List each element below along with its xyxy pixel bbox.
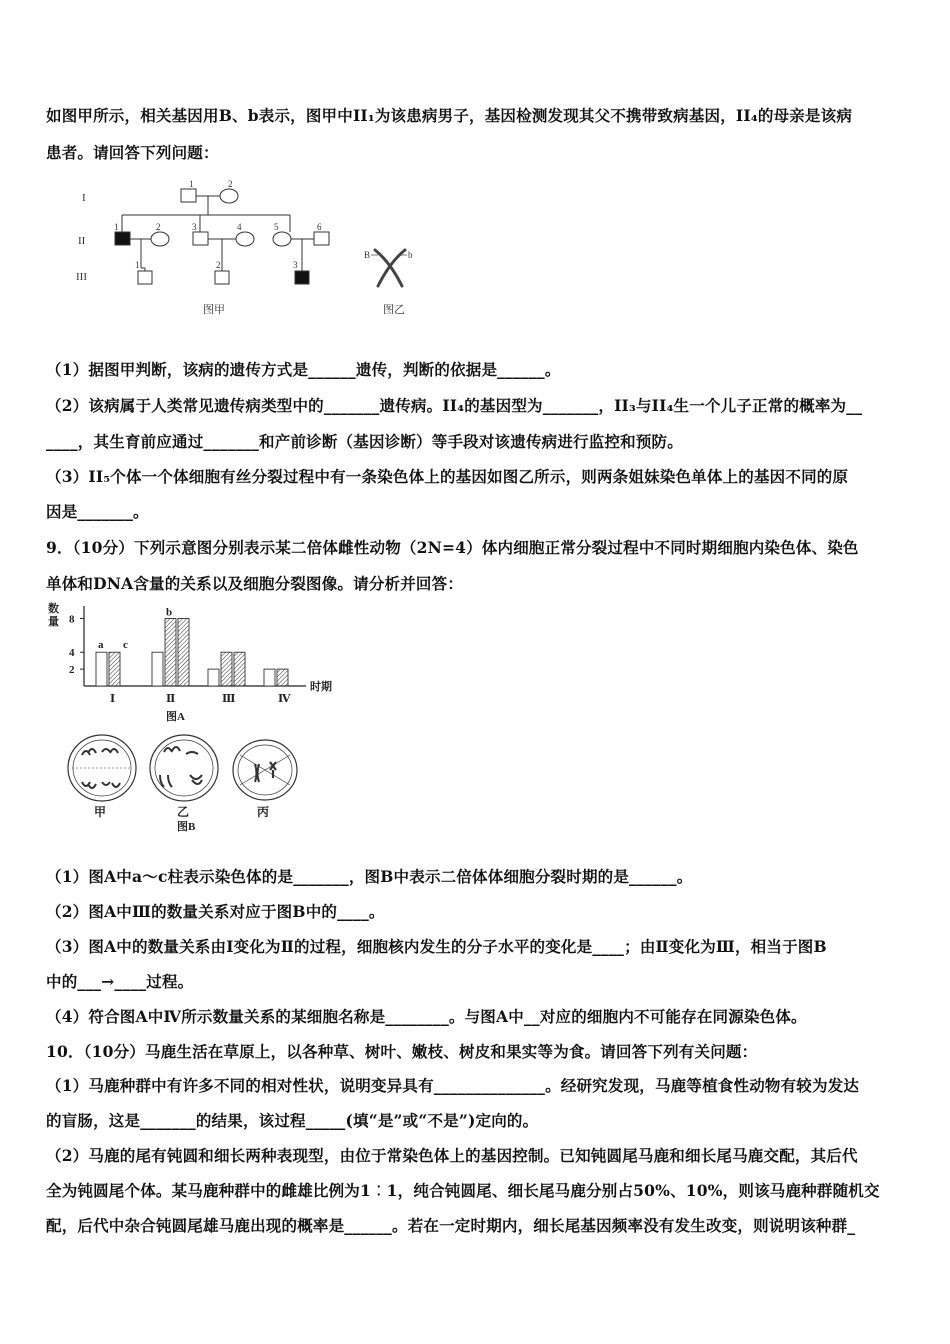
pedigree-III1-male (138, 271, 152, 284)
gen3-num-1: 1 (135, 260, 140, 270)
gen2-num-2: 2 (156, 222, 161, 232)
text-line-11: （2）图A中Ⅲ的数量关系对应于图B中的____。 (46, 902, 385, 921)
text-line-10: （1）图A中a～c柱表示染色体的是_______，图B中表示二倍体体细胞分裂时期的是______。 (46, 867, 693, 886)
pedigree-III3-affected-male (295, 271, 309, 284)
pedigree-II5-female (273, 232, 291, 246)
bar-b-3 (221, 652, 232, 686)
x-tick-label: Ⅰ (110, 693, 116, 705)
bar-a-3 (208, 669, 219, 686)
text-line-2: 患者。请回答下列问题： (46, 143, 219, 162)
gen2-num-5: 5 (274, 222, 279, 232)
pedigree-II4-female (236, 232, 254, 246)
series-label-c: c (123, 639, 128, 652)
cell-label-jia: 甲 (94, 805, 107, 819)
pedigree-II6-male (314, 232, 329, 245)
bar-c-3 (234, 652, 245, 686)
series-label-b: b (166, 606, 173, 619)
pedigree-III2-male (215, 271, 229, 284)
y-axis-label-char: 量 (48, 616, 59, 628)
pedigree-II2-female (151, 232, 169, 246)
gen1-num-2: 2 (228, 179, 233, 189)
bar-c-2 (178, 618, 189, 686)
pedigree-II3-male (193, 232, 208, 245)
gen-label-III: III (76, 271, 87, 283)
cell-label-yi: 乙 (177, 805, 190, 819)
caption-yi: 图乙 (383, 304, 405, 316)
text-line-1: 如图甲所示，相关基因用B、b表示，图甲中II₁为该患病男子，基因检测发现其父不携带致病基因，II₄的母亲是该病 (46, 106, 853, 125)
text-line-5: ____，其生育前应通过_______和产前诊断（基因诊断）等手段对该遗传病进行监控和预防。 (46, 432, 683, 451)
chromosome-figure-yi (375, 250, 405, 286)
gen2-num-6: 6 (317, 222, 322, 232)
x-axis-label: 时期 (310, 681, 332, 693)
text-line-18: （2）马鹿的尾有钝圆和细长两种表现型，由位于常染色体上的基因控制。已知钝圆尾马鹿和细长尾马鹿交配，其后代 (46, 1146, 858, 1165)
pedigree-I2-female (220, 189, 238, 203)
text-line-7: 因是_______。 (46, 502, 149, 521)
chart-title: 图A (166, 711, 185, 723)
caption-figure-b: 图B (177, 821, 196, 833)
gen-label-II: II (78, 235, 86, 247)
gen2-num-1: 1 (114, 222, 119, 232)
gen3-num-2: 2 (216, 260, 221, 270)
text-line-16: （1）马鹿种群中有许多不同的相对性状，说明变异具有______________。经研究发现，马鹿等植食性动物有较为发达 (46, 1076, 860, 1095)
x-tick-label: Ⅳ (278, 693, 291, 705)
caption-jia: 图甲 (203, 304, 225, 316)
series-label-a: a (98, 639, 104, 652)
gen3-num-3: 3 (293, 260, 298, 270)
bar-a-2 (152, 652, 163, 686)
pedigree-figure (60, 170, 440, 330)
pedigree-I1-male (181, 189, 196, 202)
bar-b-2 (165, 618, 176, 686)
cell-division-figure-b (60, 720, 310, 835)
gen-label-I: I (82, 192, 86, 204)
bar-chart-figure-a (44, 600, 354, 730)
allele-b: b (408, 250, 413, 260)
text-line-12: （3）图A中的数量关系由Ⅰ变化为Ⅱ的过程，细胞核内发生的分子水平的变化是____；由Ⅱ变化为Ⅲ，相当于图B (46, 937, 827, 956)
y-tick-label: 4 (69, 647, 75, 660)
y-tick-label: 2 (69, 664, 75, 677)
gen2-num-3: 3 (192, 222, 197, 232)
y-axis-label-char: 数 (48, 603, 59, 615)
bar-a-1 (96, 652, 107, 686)
text-line-14: （4）符合图A中Ⅳ所示数量关系的某细胞名称是________。与图A中__对应的细胞内不可能存在同源染色体。 (46, 1007, 807, 1026)
bar-a-4 (264, 669, 275, 686)
text-line-3: （1）据图甲判断，该病的遗传方式是______遗传，判断的依据是______。 (46, 360, 561, 379)
gen2-num-4: 4 (237, 222, 242, 232)
text-line-17: 的盲肠，这是_______的结果，该过程_____(填“是”或“不是”)定向的。 (46, 1111, 539, 1130)
text-line-20: 配，后代中杂合钝圆尾雄马鹿出现的概率是______。若在一定时期内，细长尾基因频率没有发生改变，则说明该种群_ (46, 1216, 856, 1235)
text-line-19: 全为钝圆尾个体。某马鹿种群中的雌雄比例为1︰1，纯合钝圆尾、细长尾马鹿分别占50%、10%，则该马鹿种群随机交 (46, 1181, 880, 1200)
pedigree-II1-affected-male (115, 232, 130, 245)
bar-c-1 (109, 652, 120, 686)
x-tick-label: Ⅲ (222, 693, 236, 705)
bar-c-4 (277, 669, 288, 686)
text-line-6: （3）II₅个体一个体细胞有丝分裂过程中有一条染色体上的基因如图乙所示，则两条姐妹染色单体上的基因不同的原 (46, 467, 849, 486)
cell-label-bing: 丙 (257, 805, 270, 819)
gen1-num-1: 1 (189, 179, 194, 189)
text-line-9: 单体和DNA含量的关系以及细胞分裂图像。请分析并回答： (46, 574, 464, 593)
x-tick-label: Ⅱ (166, 693, 176, 705)
cell-yi (150, 735, 218, 801)
text-line-4: （2）该病属于人类常见遗传病类型中的_______遗传病。II₄的基因型为_______，II₃与II₄生一个儿子正常的概率为__ (46, 396, 863, 415)
y-tick-label: 8 (69, 613, 75, 626)
text-line-15: 10．（10分）马鹿生活在草原上，以各种草、树叶、嫩枝、树皮和果实等为食。请回答下列有关问题： (46, 1042, 758, 1061)
text-line-8: 9．（10分）下列示意图分别表示某二倍体雌性动物（2N=4）体内细胞正常分裂过程中不同时期细胞内染色体、染色 (46, 538, 859, 557)
text-line-13: 中的___→____过程。 (46, 972, 194, 991)
allele-B: B (364, 250, 371, 260)
